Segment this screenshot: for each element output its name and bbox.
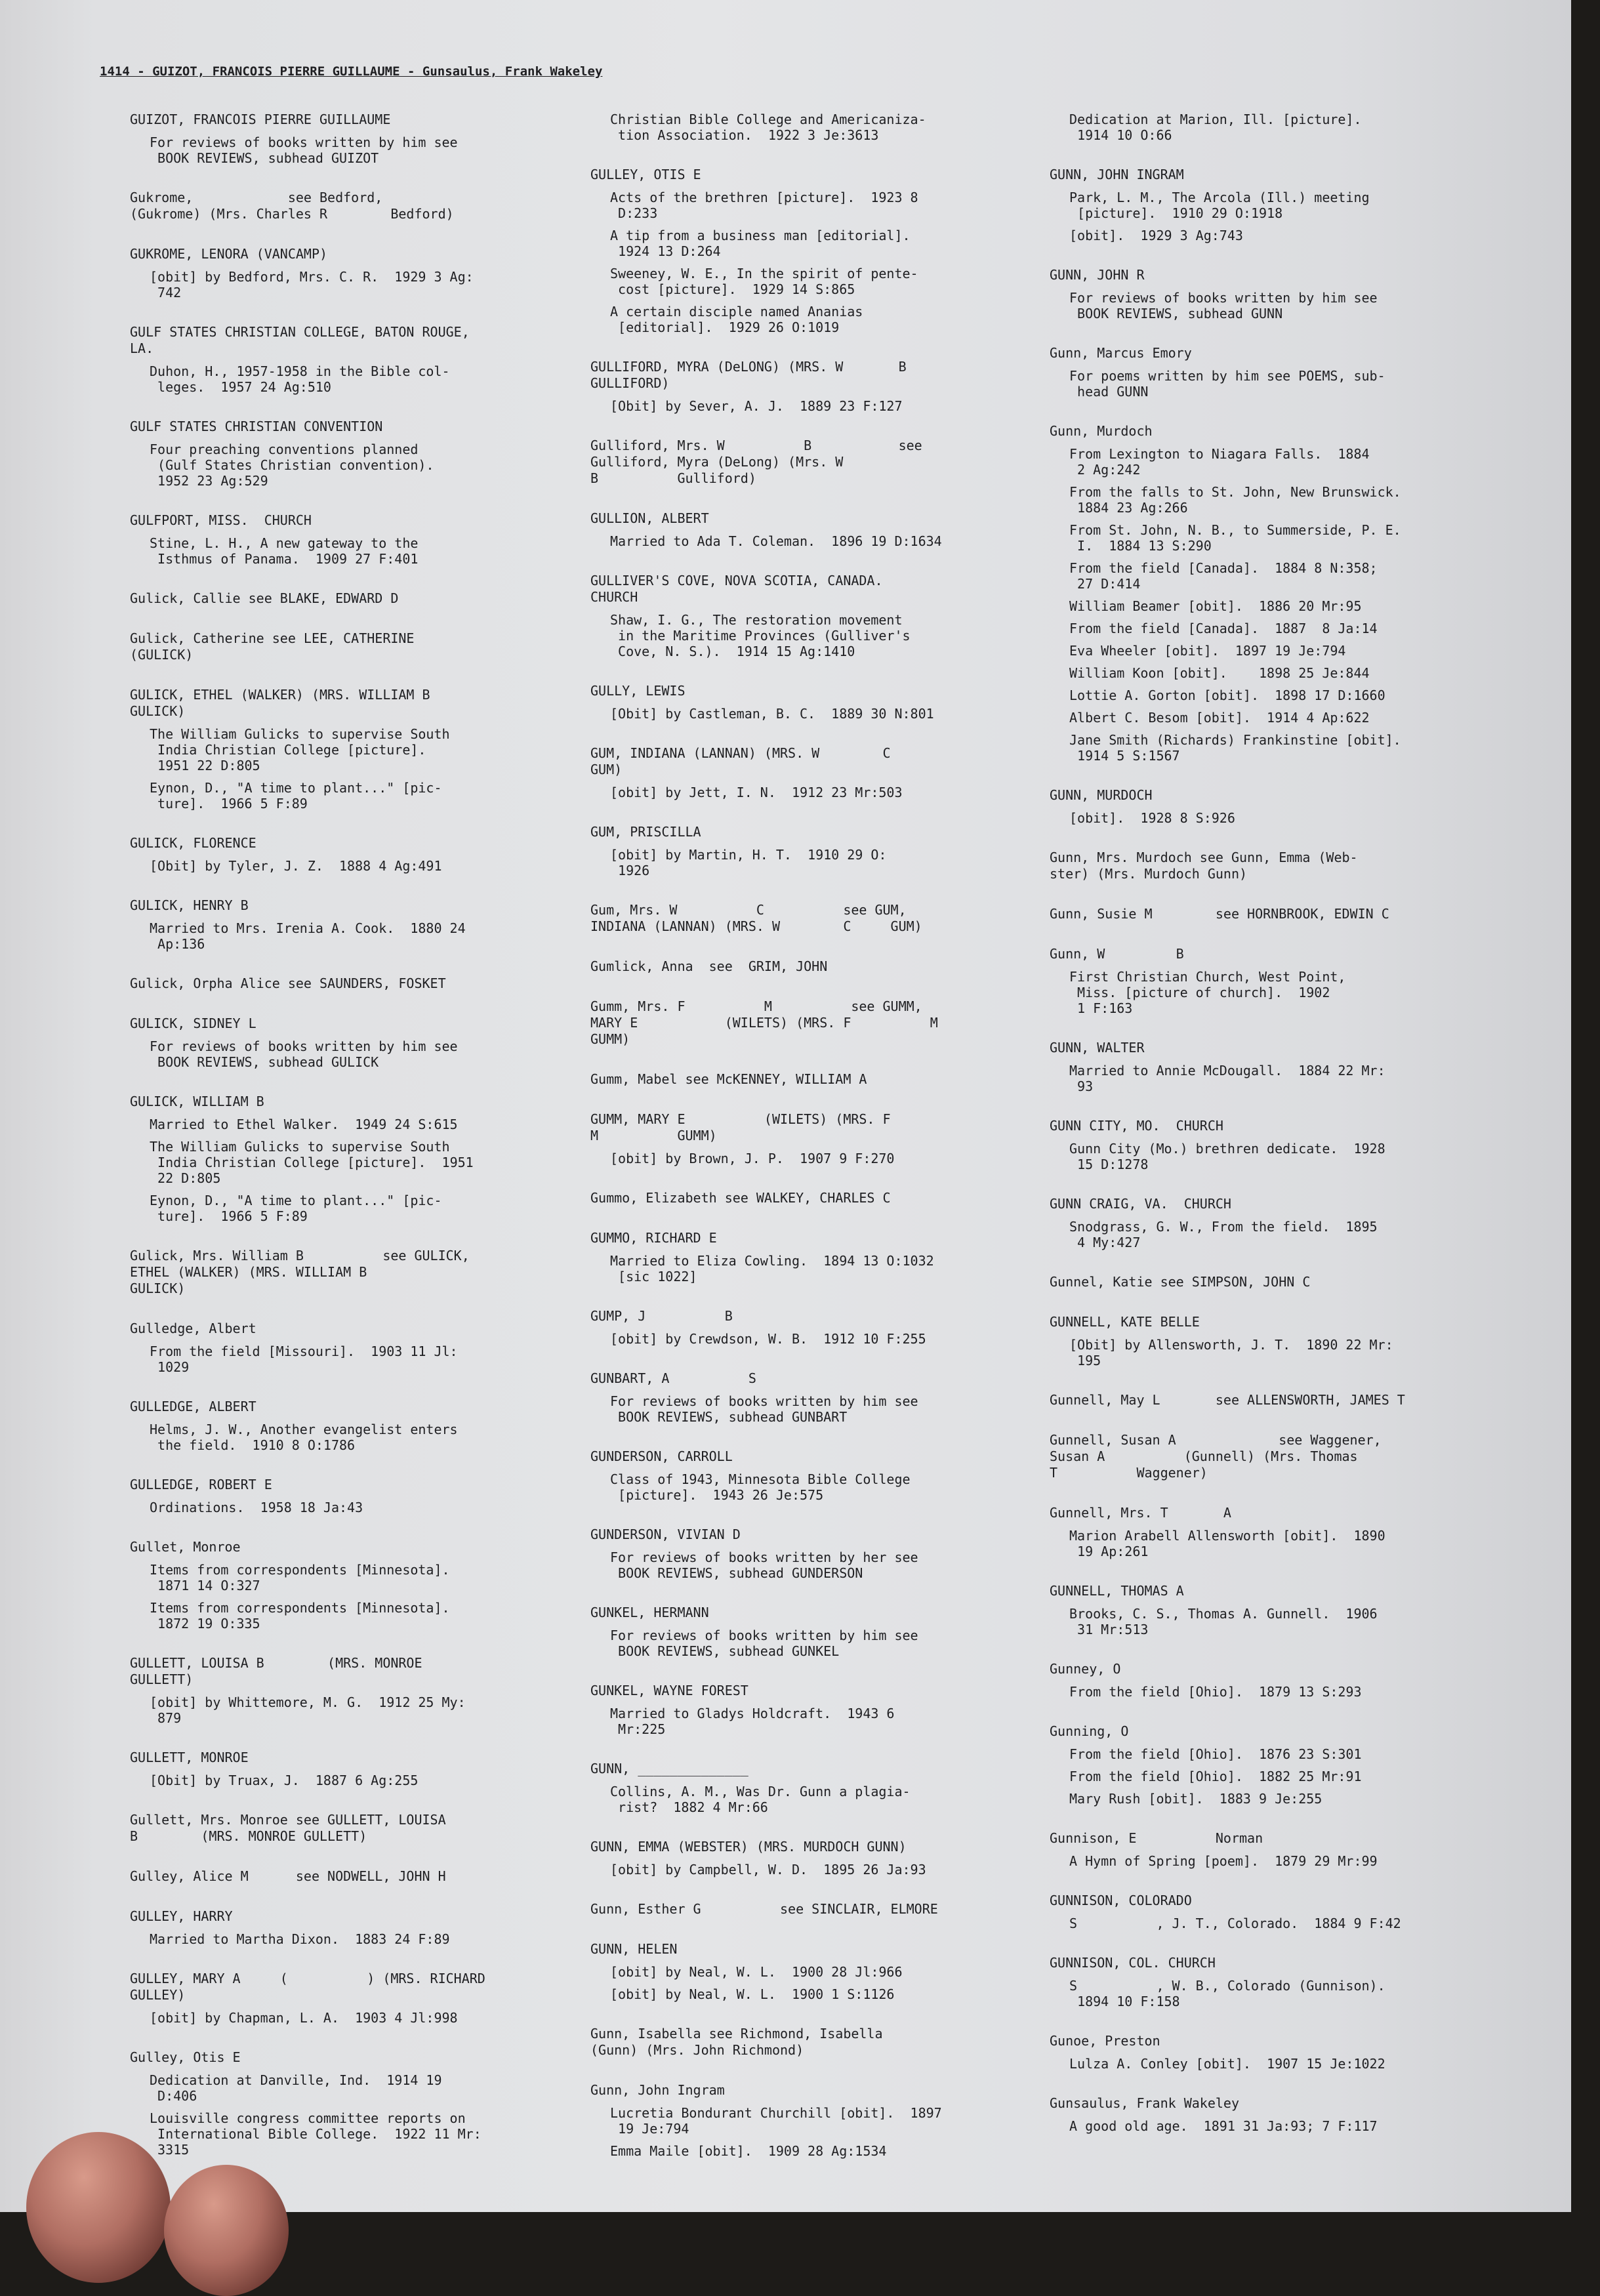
entry-heading: Gunn, W B bbox=[1050, 946, 1184, 962]
index-entry bbox=[130, 1812, 589, 1845]
entry-citation: [Obit] by Sever, A. J. 1889 23 F:127 bbox=[610, 398, 903, 414]
entry-heading: Gukrome, see Bedford, (Gukrome) (Mrs. Charles R Bedford) bbox=[130, 190, 454, 222]
index-entry bbox=[590, 824, 1050, 878]
entry-citation: Eynon, D., "A time to plant..." [pic- ture]. 1966 5 F:89 bbox=[150, 780, 442, 811]
index-entry bbox=[1050, 1723, 1509, 1807]
entry-heading: Gulley, Otis E bbox=[130, 2049, 241, 2065]
index-entry bbox=[130, 1750, 589, 1788]
index-entry bbox=[130, 1015, 589, 1070]
entry-heading: GULLIVER'S COVE, NOVA SCOTIA, CANADA. CHURCH bbox=[590, 573, 883, 605]
entry-heading: GULLEY, MARY A ( ) (MRS. RICHARD GULLEY) bbox=[130, 1971, 485, 2003]
index-entry bbox=[130, 835, 589, 874]
entry-citation: Helms, J. W., Another evangelist enters the field. 1910 8 O:1786 bbox=[150, 1422, 458, 1453]
index-entry bbox=[590, 745, 1050, 800]
entry-citation: [Obit] by Truax, J. 1887 6 Ag:255 bbox=[150, 1773, 419, 1788]
index-entry bbox=[1050, 167, 1509, 243]
entry-heading: GUNNISON, COLORADO bbox=[1050, 1893, 1192, 1908]
entry-heading: Gunney, O bbox=[1050, 1661, 1121, 1677]
index-entry bbox=[590, 1448, 1050, 1503]
entry-heading: GULF STATES CHRISTIAN COLLEGE, BATON ROUGE, LA. bbox=[130, 324, 470, 356]
index-entry bbox=[1050, 1955, 1509, 2009]
entry-heading: GULLETT, MONROE bbox=[130, 1750, 249, 1765]
entry-citation: [obit]. 1928 8 S:926 bbox=[1069, 810, 1235, 826]
entry-citation: Albert C. Besom [obit]. 1914 4 Ap:622 bbox=[1069, 710, 1370, 726]
entry-citation: William Koon [obit]. 1898 25 Je:844 bbox=[1069, 665, 1370, 681]
entry-heading: Gulley, Alice M see NODWELL, JOHN H bbox=[130, 1868, 446, 1884]
entry-heading: Gunn, John Ingram bbox=[590, 2082, 725, 2098]
entry-citation: [obit]. 1929 3 Ag:743 bbox=[1069, 228, 1243, 243]
index-entry bbox=[590, 359, 1050, 414]
entry-heading: Gulick, Callie see BLAKE, EDWARD D bbox=[130, 590, 399, 606]
entry-heading: GUNNELL, THOMAS A bbox=[1050, 1583, 1184, 1599]
entry-heading: GULICK, SIDNEY L bbox=[130, 1015, 256, 1031]
entry-citation: [obit] by Whittemore, M. G. 1912 25 My: 879 bbox=[150, 1694, 466, 1726]
entry-heading: Gunning, O bbox=[1050, 1723, 1129, 1739]
entry-heading: Gumm, Mrs. F M see GUMM, MARY E (WILETS) (MRS. F M GUMM) bbox=[590, 998, 938, 1047]
index-entry bbox=[590, 112, 1050, 143]
index-entry bbox=[1050, 112, 1509, 143]
entry-heading: Gunsaulus, Frank Wakeley bbox=[1050, 2095, 1239, 2111]
entry-heading: GULICK, HENRY B bbox=[130, 897, 249, 913]
index-entry bbox=[130, 1868, 589, 1885]
entry-citation: For reviews of books written by her see BOOK REVIEWS, subhead GUNDERSON bbox=[610, 1549, 918, 1581]
entry-citation: From Lexington to Niagara Falls. 1884 2 Ag:242 bbox=[1069, 446, 1370, 478]
thumb-right bbox=[164, 2165, 289, 2296]
entry-heading: GULLION, ALBERT bbox=[590, 510, 709, 526]
entry-citation: Eynon, D., "A time to plant..." [pic- ture]. 1966 5 F:89 bbox=[150, 1193, 442, 1224]
entry-heading: Gunnel, Katie see SIMPSON, JOHN C bbox=[1050, 1274, 1311, 1290]
entry-heading: Gummo, Elizabeth see WALKEY, CHARLES C bbox=[590, 1190, 891, 1206]
page-header: 1414 - GUIZOT, FRANCOIS PIERRE GUILLAUME - Gunsaulus, Frank Wakeley bbox=[100, 64, 603, 79]
entry-citation: Dedication at Marion, Ill. [picture]. 1914 10 O:66 bbox=[1069, 112, 1362, 143]
index-entry bbox=[1050, 1830, 1509, 1869]
entry-heading: Gunnell, May L see ALLENSWORTH, JAMES T bbox=[1050, 1392, 1405, 1408]
entry-citation: Married to Martha Dixon. 1883 24 F:89 bbox=[150, 1931, 450, 1947]
index-entry bbox=[130, 897, 589, 952]
index-entry bbox=[130, 630, 589, 663]
entry-citation: Sweeney, W. E., In the spirit of pente- cost [picture]. 1929 14 S:865 bbox=[610, 266, 918, 297]
index-entry bbox=[130, 419, 589, 489]
index-entry bbox=[130, 2049, 589, 2158]
entry-heading: GUNN, JOHN INGRAM bbox=[1050, 167, 1184, 182]
index-entry bbox=[590, 1230, 1050, 1284]
entry-citation: [Obit] by Tyler, J. Z. 1888 4 Ag:491 bbox=[150, 858, 442, 874]
entry-heading: GULFPORT, MISS. CHURCH bbox=[130, 512, 312, 528]
entry-citation: A good old age. 1891 31 Ja:93; 7 F:117 bbox=[1069, 2118, 1378, 2134]
entry-citation: [obit] by Chapman, L. A. 1903 4 Jl:998 bbox=[150, 2010, 458, 2026]
index-entry bbox=[1050, 1505, 1509, 1559]
index-entry bbox=[590, 2026, 1050, 2059]
index-entry bbox=[130, 512, 589, 567]
entry-heading: GULLIFORD, MYRA (DeLONG) (MRS. W B GULLIFORD) bbox=[590, 359, 907, 391]
entry-citation: Married to Mrs. Irenia A. Cook. 1880 24 Ap:136 bbox=[150, 920, 466, 952]
entry-citation: For reviews of books written by him see BOOK REVIEWS, subhead GUNKEL bbox=[610, 1628, 918, 1659]
entry-heading: GUMMO, RICHARD E bbox=[590, 1230, 717, 1246]
index-entry bbox=[590, 1839, 1050, 1877]
entry-citation: Gunn City (Mo.) brethren dedicate. 1928 15 D:1278 bbox=[1069, 1141, 1385, 1172]
thumb-left bbox=[26, 2132, 171, 2283]
entry-citation: William Beamer [obit]. 1886 20 Mr:95 bbox=[1069, 598, 1362, 614]
index-entry bbox=[590, 998, 1050, 1048]
entry-citation: Snodgrass, G. W., From the field. 1895 4 My:427 bbox=[1069, 1219, 1378, 1250]
entry-heading: Gunn, Mrs. Murdoch see Gunn, Emma (Web- ster) (Mrs. Murdoch Gunn) bbox=[1050, 850, 1358, 882]
index-entry bbox=[590, 1683, 1050, 1737]
entry-heading: GUNKEL, WAYNE FOREST bbox=[590, 1683, 749, 1698]
index-entry bbox=[130, 590, 589, 607]
entry-heading: GUM, PRISCILLA bbox=[590, 824, 701, 840]
entry-heading: GULF STATES CHRISTIAN CONVENTION bbox=[130, 419, 383, 434]
entry-citation: Shaw, I. G., The restoration movement in the Maritime Provinces (Gulliver's Cove, N. S.). 1914 15 Ag:1410 bbox=[610, 612, 911, 659]
index-entry bbox=[1050, 1274, 1509, 1290]
entry-citation: From St. John, N. B., to Summerside, P. E. I. 1884 13 S:290 bbox=[1069, 522, 1401, 554]
entry-citation: A tip from a business man [editorial]. 1924 13 D:264 bbox=[610, 228, 911, 259]
index-entry bbox=[590, 573, 1050, 659]
entry-heading: GUNKEL, HERMANN bbox=[590, 1605, 709, 1620]
entry-citation: From the field [Ohio]. 1882 25 Mr:91 bbox=[1069, 1769, 1362, 1784]
entry-citation: For reviews of books written by him see BOOK REVIEWS, subhead GUNBART bbox=[610, 1393, 918, 1425]
index-entry bbox=[130, 246, 589, 300]
entry-heading: GULLETT, LOUISA B (MRS. MONROE GULLETT) bbox=[130, 1655, 422, 1687]
entry-heading: Gulick, Orpha Alice see SAUNDERS, FOSKET bbox=[130, 975, 446, 991]
entry-heading: Gunnell, Mrs. T A bbox=[1050, 1505, 1231, 1521]
entry-heading: GUNNELL, KATE BELLE bbox=[1050, 1314, 1200, 1330]
index-entry bbox=[130, 112, 589, 166]
index-entry bbox=[1050, 1196, 1509, 1250]
entry-citation: From the field [Ohio]. 1879 13 S:293 bbox=[1069, 1684, 1362, 1700]
entry-citation: Lottie A. Gorton [obit]. 1898 17 D:1660 bbox=[1069, 687, 1385, 703]
entry-heading: GUNN, MURDOCH bbox=[1050, 787, 1153, 803]
index-entry bbox=[1050, 1893, 1509, 1931]
index-entry bbox=[130, 1248, 589, 1297]
index-entry bbox=[130, 1908, 589, 1947]
entry-heading: GUNN, ______________ bbox=[590, 1761, 749, 1776]
index-entry bbox=[590, 1761, 1050, 1815]
index-entry bbox=[1050, 1661, 1509, 1700]
index-entry bbox=[590, 683, 1050, 722]
entry-heading: Gunnell, Susan A see Waggener, Susan A (Gunnell) (Mrs. Thomas T Waggener) bbox=[1050, 1432, 1382, 1481]
index-entry bbox=[1050, 345, 1509, 400]
entry-citation: [obit] by Martin, H. T. 1910 29 O: 1926 bbox=[610, 847, 887, 878]
entry-citation: [obit] by Jett, I. N. 1912 23 Mr:503 bbox=[610, 785, 903, 800]
entry-heading: GULLEY, HARRY bbox=[130, 1908, 233, 1924]
entry-heading: Gullet, Monroe bbox=[130, 1539, 241, 1555]
entry-citation: Married to Ethel Walker. 1949 24 S:615 bbox=[150, 1117, 458, 1132]
entry-citation: [obit] by Neal, W. L. 1900 1 S:1126 bbox=[610, 1986, 895, 2002]
index-entry bbox=[130, 975, 589, 992]
index-entry bbox=[590, 1941, 1050, 2002]
entry-citation: A certain disciple named Ananias [editorial]. 1929 26 O:1019 bbox=[610, 304, 863, 335]
entry-citation: For reviews of books written by him see BOOK REVIEWS, subhead GUNN bbox=[1069, 290, 1378, 321]
entry-heading: Gulledge, Albert bbox=[130, 1321, 256, 1336]
entry-heading: GUNN, WALTER bbox=[1050, 1040, 1145, 1056]
index-entry bbox=[1050, 946, 1509, 1016]
entry-citation: Stine, L. H., A new gateway to the Isthmus of Panama. 1909 27 F:401 bbox=[150, 535, 419, 567]
entry-citation: From the field [Ohio]. 1876 23 S:301 bbox=[1069, 1746, 1362, 1762]
index-entry bbox=[130, 324, 589, 395]
entry-citation: For reviews of books written by him see BOOK REVIEWS, subhead GULICK bbox=[150, 1038, 458, 1070]
entry-citation: From the field [Missouri]. 1903 11 Jl: 1029 bbox=[150, 1343, 458, 1375]
entry-citation: Christian Bible College and Americaniza- tion Association. 1922 3 Je:3613 bbox=[610, 112, 926, 143]
index-entry bbox=[590, 2082, 1050, 2159]
index-entry bbox=[130, 1477, 589, 1515]
index-entry bbox=[590, 1308, 1050, 1347]
entry-citation: Class of 1943, Minnesota Bible College [picture]. 1943 26 Je:575 bbox=[610, 1471, 911, 1503]
entry-heading: GULICK, ETHEL (WALKER) (MRS. WILLIAM B GULICK) bbox=[130, 687, 430, 719]
index-entry bbox=[1050, 2095, 1509, 2134]
entry-citation: Marion Arabell Allensworth [obit]. 1890 19 Ap:261 bbox=[1069, 1528, 1385, 1559]
entry-citation: S , W. B., Colorado (Gunnison). 1894 10 F:158 bbox=[1069, 1978, 1385, 2009]
entry-heading: GUKROME, LENORA (VANCAMP) bbox=[130, 246, 328, 262]
index-entry bbox=[130, 1094, 589, 1224]
index-entry bbox=[1050, 1432, 1509, 1481]
index-entry bbox=[1050, 787, 1509, 826]
entry-citation: S , J. T., Colorado. 1884 9 F:42 bbox=[1069, 1916, 1401, 1931]
entry-citation: Ordinations. 1958 18 Ja:43 bbox=[150, 1500, 363, 1515]
entry-citation: Louisville congress committee reports on International Bible College. 1922 11 Mr: 3315 bbox=[150, 2110, 482, 2158]
index-entry bbox=[590, 958, 1050, 975]
index-entry bbox=[590, 902, 1050, 935]
entry-heading: Gumm, Mabel see McKENNEY, WILLIAM A bbox=[590, 1071, 867, 1087]
entry-heading: GUNN CRAIG, VA. CHURCH bbox=[1050, 1196, 1231, 1212]
entry-citation: [obit] by Neal, W. L. 1900 28 Jl:966 bbox=[610, 1964, 903, 1980]
entry-heading: GUNN CITY, MO. CHURCH bbox=[1050, 1118, 1223, 1134]
entry-citation: From the field [Canada]. 1884 8 N:358; 27 D:414 bbox=[1069, 560, 1378, 592]
index-entry bbox=[590, 1527, 1050, 1581]
entry-heading: GUMM, MARY E (WILETS) (MRS. F M GUMM) bbox=[590, 1111, 891, 1143]
index-column-1 bbox=[130, 112, 589, 2181]
entry-citation: Eva Wheeler [obit]. 1897 19 Je:794 bbox=[1069, 643, 1346, 659]
entry-heading: Gulick, Mrs. William B see GULICK, ETHEL (WALKER) (MRS. WILLIAM B GULICK) bbox=[130, 1248, 470, 1296]
entry-citation: For reviews of books written by him see BOOK REVIEWS, subhead GUIZOT bbox=[150, 134, 458, 166]
index-entry bbox=[130, 687, 589, 811]
index-entry bbox=[1050, 267, 1509, 321]
index-entry bbox=[130, 1321, 589, 1375]
index-entry bbox=[590, 1111, 1050, 1166]
index-entry bbox=[1050, 1040, 1509, 1094]
index-entry bbox=[1050, 1392, 1509, 1408]
index-entry bbox=[1050, 2033, 1509, 2072]
index-entry bbox=[1050, 1314, 1509, 1368]
entry-heading: Gullett, Mrs. Monroe see GULLETT, LOUISA B (MRS. MONROE GULLETT) bbox=[130, 1812, 446, 1844]
entry-citation: Married to Eliza Cowling. 1894 13 O:1032 [sic 1022] bbox=[610, 1253, 934, 1284]
index-entry bbox=[1050, 906, 1509, 922]
entry-heading: GUM, INDIANA (LANNAN) (MRS. W C GUM) bbox=[590, 745, 891, 777]
entry-citation: Dedication at Danville, Ind. 1914 19 D:406 bbox=[150, 2072, 442, 2104]
index-entry bbox=[1050, 423, 1509, 764]
index-entry bbox=[590, 438, 1050, 487]
entry-citation: [obit] by Bedford, Mrs. C. R. 1929 3 Ag: 742 bbox=[150, 269, 474, 300]
index-entry bbox=[130, 190, 589, 222]
entry-citation: A Hymn of Spring [poem]. 1879 29 Mr:99 bbox=[1069, 1853, 1378, 1869]
index-entry bbox=[590, 1605, 1050, 1659]
index-entry bbox=[130, 1399, 589, 1453]
index-entry bbox=[1050, 850, 1509, 882]
entry-heading: Gunn, Susie M see HORNBROOK, EDWIN C bbox=[1050, 906, 1389, 922]
entry-heading: GULLEY, OTIS E bbox=[590, 167, 701, 182]
entry-citation: Married to Ada T. Coleman. 1896 19 D:1634 bbox=[610, 533, 942, 549]
entry-heading: Gunnison, E Norman bbox=[1050, 1830, 1263, 1846]
entry-heading: GUNBART, A S bbox=[590, 1370, 756, 1386]
entry-citation: From the field [Canada]. 1887 8 Ja:14 bbox=[1069, 621, 1378, 636]
entry-citation: First Christian Church, West Point, Miss. [picture of church]. 1902 1 F:163 bbox=[1069, 969, 1346, 1016]
entry-heading: GUNN, EMMA (WEBSTER) (MRS. MURDOCH GUNN) bbox=[590, 1839, 907, 1855]
entry-citation: The William Gulicks to supervise South India Christian College [picture]. 1951 22 D:805 bbox=[150, 1139, 474, 1186]
entry-heading: Gunn, Esther G see SINCLAIR, ELMORE bbox=[590, 1901, 938, 1917]
entry-heading: GUNNISON, COL. CHURCH bbox=[1050, 1955, 1216, 1971]
entry-heading: Gunn, Marcus Emory bbox=[1050, 345, 1192, 361]
entry-heading: Gunoe, Preston bbox=[1050, 2033, 1160, 2049]
entry-citation: [obit] by Campbell, W. D. 1895 26 Ja:93 bbox=[610, 1862, 926, 1877]
entry-citation: For poems written by him see POEMS, sub- head GUNN bbox=[1069, 368, 1385, 400]
entry-citation: Emma Maile [obit]. 1909 28 Ag:1534 bbox=[610, 2143, 887, 2159]
index-entry bbox=[590, 1190, 1050, 1206]
entry-citation: Items from correspondents [Minnesota]. 1871 14 O:327 bbox=[150, 1562, 450, 1593]
index-entry bbox=[590, 1071, 1050, 1088]
entry-heading: GULICK, WILLIAM B bbox=[130, 1094, 264, 1109]
entry-citation: From the falls to St. John, New Brunswick. 1884 23 Ag:266 bbox=[1069, 484, 1401, 516]
index-entry bbox=[590, 510, 1050, 549]
entry-citation: Items from correspondents [Minnesota]. 1872 19 O:335 bbox=[150, 1600, 450, 1631]
entry-citation: Jane Smith (Richards) Frankinstine [obit]. 1914 5 S:1567 bbox=[1069, 732, 1401, 764]
entry-heading: GUIZOT, FRANCOIS PIERRE GUILLAUME bbox=[130, 112, 391, 127]
index-entry bbox=[1050, 1583, 1509, 1637]
index-column-2 bbox=[590, 112, 1050, 2183]
entry-citation: Collins, A. M., Was Dr. Gunn a plagia- rist? 1882 4 Mr:66 bbox=[610, 1784, 911, 1815]
entry-citation: Lulza A. Conley [obit]. 1907 15 Je:1022 bbox=[1069, 2056, 1385, 2072]
entry-heading: Gulliford, Mrs. W B see Gulliford, Myra (DeLong) (Mrs. W B Gulliford) bbox=[590, 438, 922, 486]
entry-citation: [Obit] by Castleman, B. C. 1889 30 N:801 bbox=[610, 706, 934, 722]
entry-heading: GULLEDGE, ROBERT E bbox=[130, 1477, 272, 1492]
index-entry bbox=[130, 1971, 589, 2026]
entry-citation: Married to Annie McDougall. 1884 22 Mr: 93 bbox=[1069, 1063, 1385, 1094]
entry-heading: Gunn, Isabella see Richmond, Isabella (Gunn) (Mrs. John Richmond) bbox=[590, 2026, 883, 2058]
entry-heading: GULLEDGE, ALBERT bbox=[130, 1399, 256, 1414]
entry-citation: Married to Gladys Holdcraft. 1943 6 Mr:225 bbox=[610, 1706, 895, 1737]
index-entry bbox=[590, 167, 1050, 335]
entry-heading: Gulick, Catherine see LEE, CATHERINE (GULICK) bbox=[130, 630, 415, 663]
index-entry bbox=[1050, 1118, 1509, 1172]
index-entry bbox=[130, 1655, 589, 1726]
entry-heading: Gumlick, Anna see GRIM, JOHN bbox=[590, 958, 828, 974]
entry-heading: GUNN, JOHN R bbox=[1050, 267, 1145, 283]
entry-citation: Duhon, H., 1957-1958 in the Bible col- leges. 1957 24 Ag:510 bbox=[150, 363, 450, 395]
index-entry bbox=[130, 1539, 589, 1631]
entry-heading: GUNN, HELEN bbox=[590, 1941, 678, 1957]
entry-citation: Acts of the brethren [picture]. 1923 8 D:233 bbox=[610, 190, 918, 221]
entry-citation: [Obit] by Allensworth, J. T. 1890 22 Mr: 195 bbox=[1069, 1337, 1393, 1368]
entry-citation: Mary Rush [obit]. 1883 9 Je:255 bbox=[1069, 1791, 1323, 1807]
entry-citation: Brooks, C. S., Thomas A. Gunnell. 1906 31 Mr:513 bbox=[1069, 1606, 1378, 1637]
entry-heading: Gunn, Murdoch bbox=[1050, 423, 1153, 439]
entry-citation: [obit] by Crewdson, W. B. 1912 10 F:255 bbox=[610, 1331, 926, 1347]
entry-citation: Lucretia Bondurant Churchill [obit]. 1897 19 Je:794 bbox=[610, 2105, 942, 2137]
entry-heading: Gum, Mrs. W C see GUM, INDIANA (LANNAN) (MRS. W C GUM) bbox=[590, 902, 922, 934]
entry-heading: GUNDERSON, CARROLL bbox=[590, 1448, 733, 1464]
entry-citation: [obit] by Brown, J. P. 1907 9 F:270 bbox=[610, 1151, 895, 1166]
entry-heading: GUNDERSON, VIVIAN D bbox=[590, 1527, 741, 1542]
entry-heading: GUMP, J B bbox=[590, 1308, 733, 1324]
entry-citation: Four preaching conventions planned (Gulf States Christian convention). 1952 23 Ag:529 bbox=[150, 441, 434, 489]
index-entry bbox=[590, 1901, 1050, 1917]
entry-heading: GULLY, LEWIS bbox=[590, 683, 686, 699]
entry-citation: Park, L. M., The Arcola (Ill.) meeting [picture]. 1910 29 O:1918 bbox=[1069, 190, 1370, 221]
index-entry bbox=[590, 1370, 1050, 1425]
entry-citation: The William Gulicks to supervise South India Christian College [picture]. 1951 22 D:805 bbox=[150, 726, 450, 773]
entry-heading: GULICK, FLORENCE bbox=[130, 835, 256, 851]
index-column-3 bbox=[1050, 112, 1509, 2158]
